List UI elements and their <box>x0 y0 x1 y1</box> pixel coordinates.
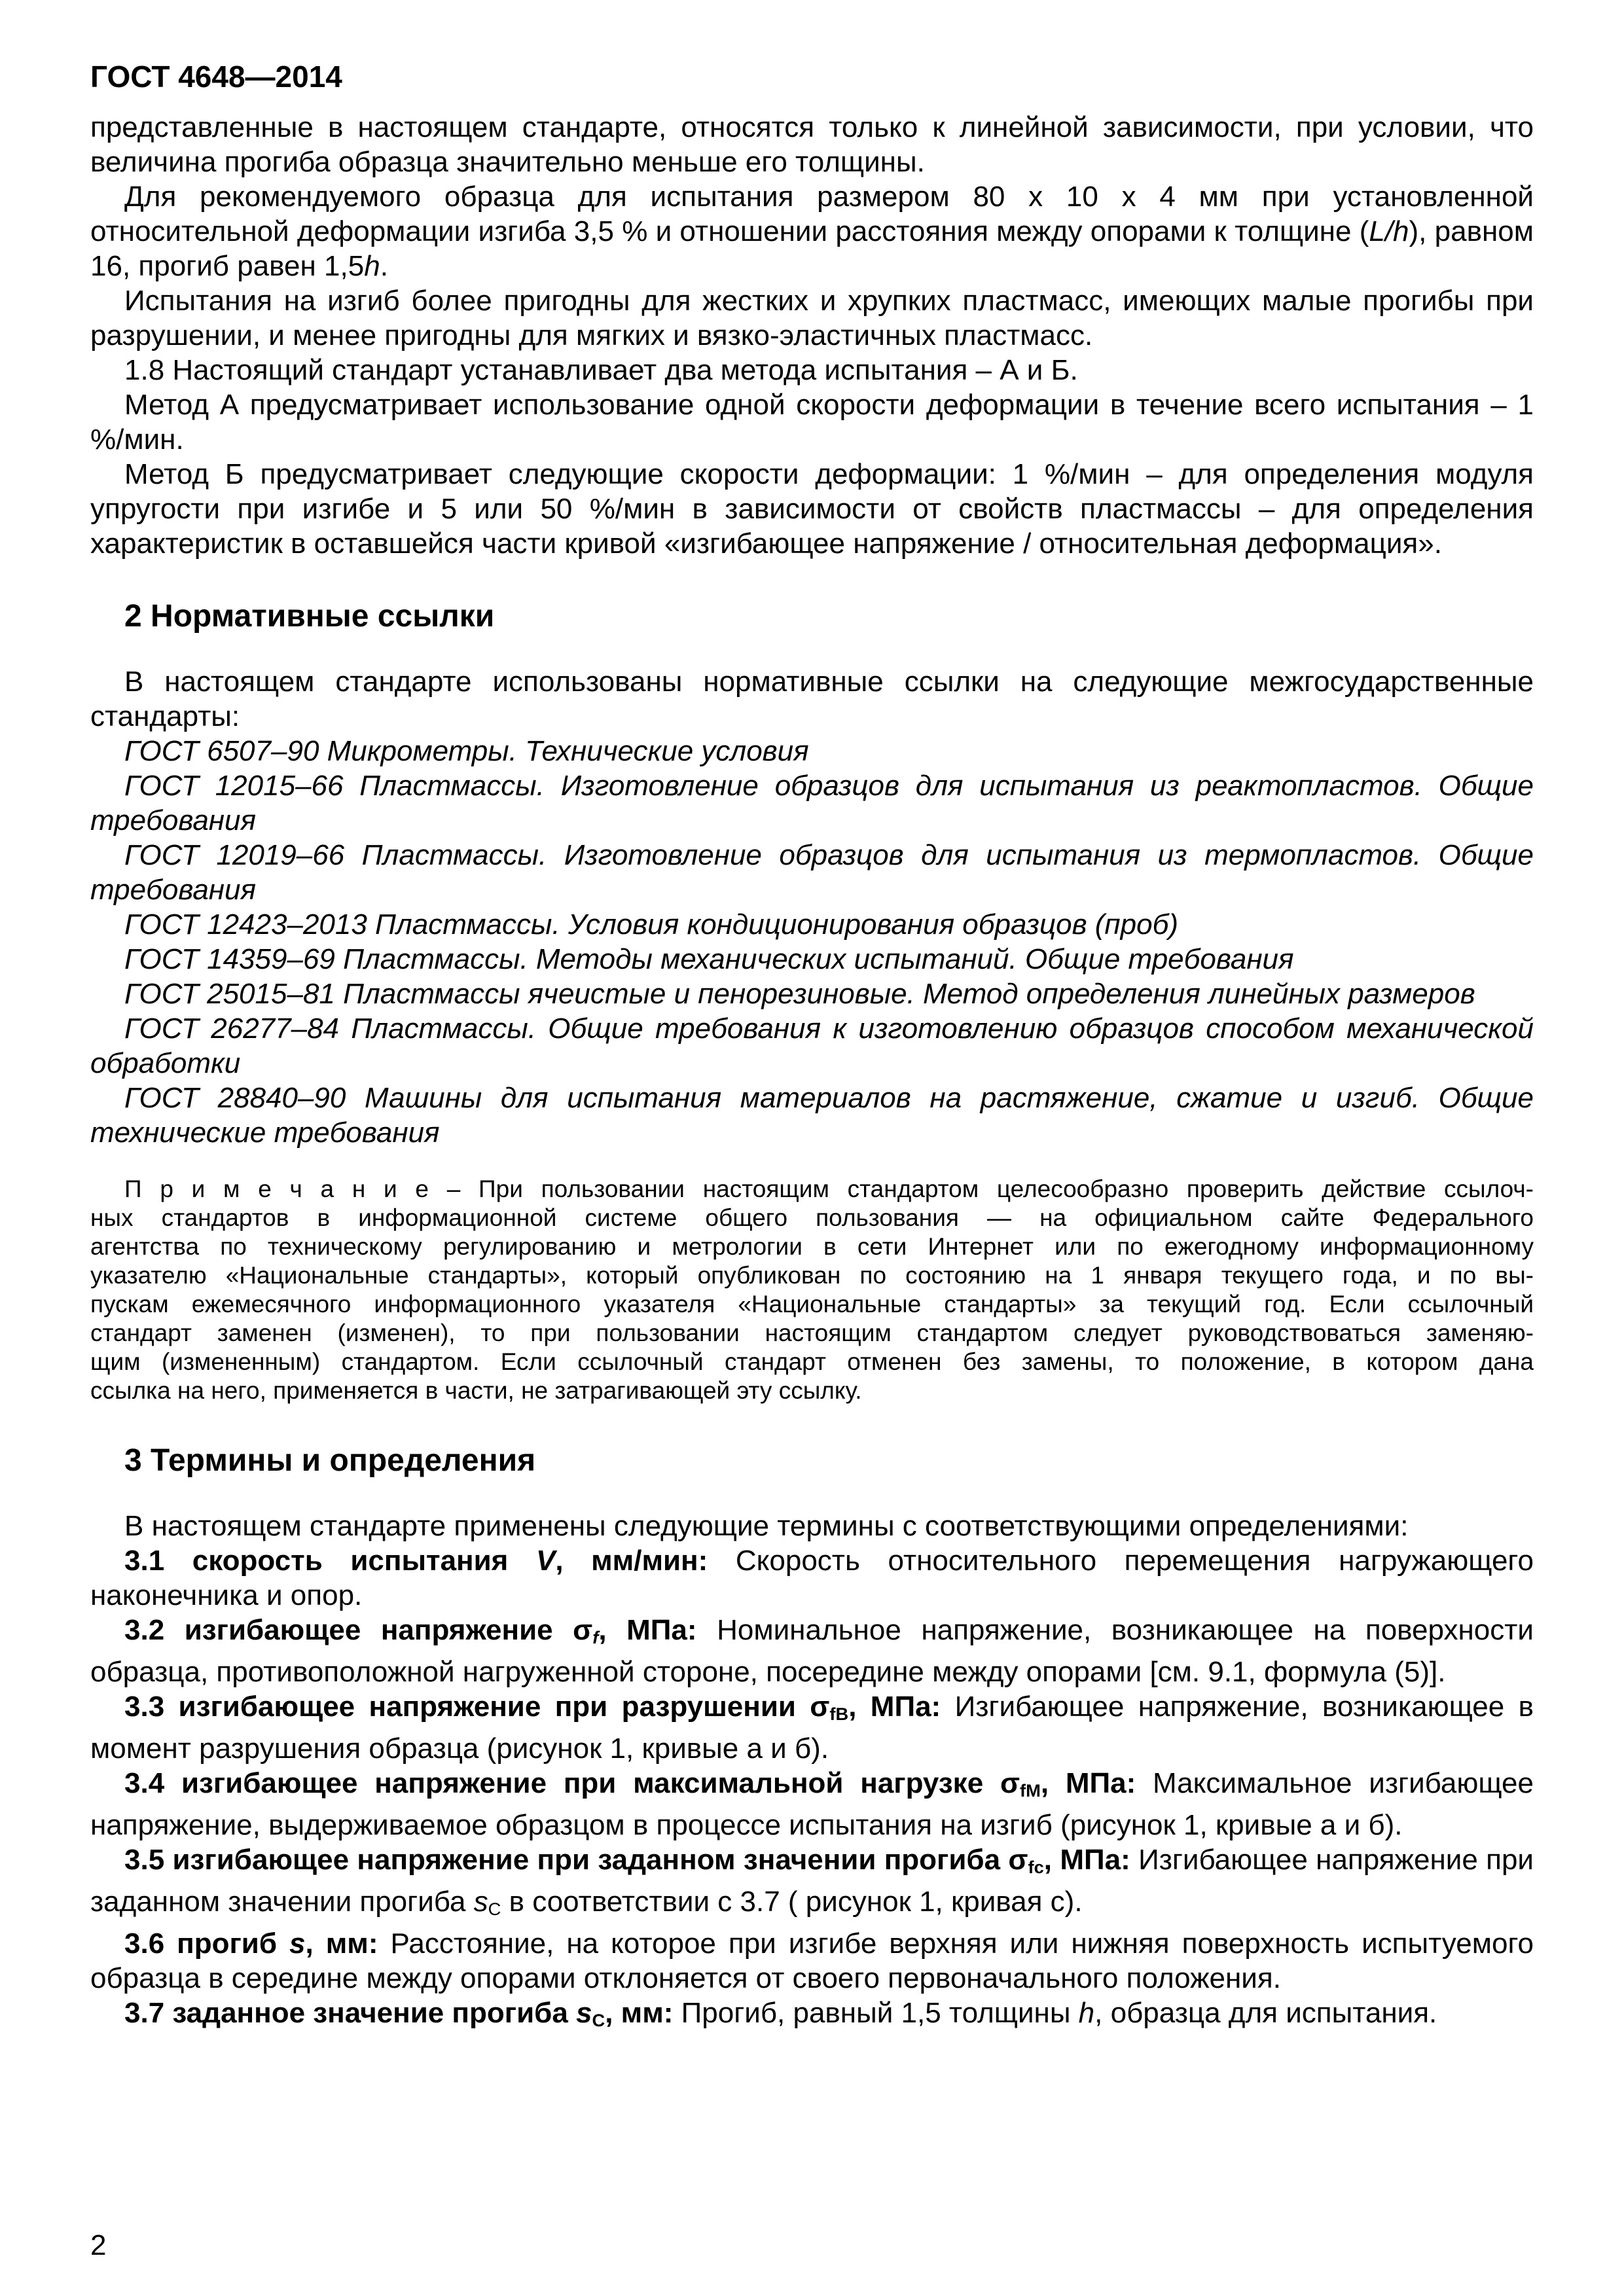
document-content <box>90 110 1534 2037</box>
paragraph: Для рекомендуемого образца для испытания размером 80 х 10 х 4 мм при установленной относительной деформации изгиба 3,5 % и отношении расстояния между опорами к толщине (L/h), равном 16, прогиб равен 1,5h. <box>90 181 1534 282</box>
section-3-heading: 3 Термины и определения <box>124 1443 536 1478</box>
section-2-lead: В настоящем стандарте использованы нормативные ссылки на следующие межгосударственные стандарты: <box>90 666 1534 732</box>
paragraph: 3.5 изгибающее напряжение при заданном значении прогиба $\sigma_{fc}$, МПа: Изгибающее напряжение при заданном значении прогиба $s_C$ в соответствии с 3.7 ( рисунок 1, кривая с). <box>90 1844 1534 1919</box>
note-line: ссылка на него, применяется в части, не затрагивающей эту ссылку. <box>90 1377 862 1404</box>
paragraph: 3.4 изгибающее напряжение при максимальной нагрузке $\sigma_{fM}$, МПа: Максимальное изгибающее напряжение, выдерживаемое образцом в процессе испытания на изгиб (рисунок 1, кривые а и б). <box>90 1767 1534 1841</box>
page-number: 2 <box>90 2229 107 2261</box>
standards-list <box>90 734 1534 1150</box>
standard-reference: ГОСТ 6507–90 Микрометры. Технические условия <box>124 735 809 767</box>
terms-list <box>90 1543 1534 2037</box>
paragraph: 3.1 скорость испытания V, мм/мин: Скорость относительного перемещения нагружающего наконечника и опор. <box>90 1545 1534 1611</box>
note-line: пускам ежемесячного информационного указателя «Национальные стандарты» за текущий год. Если ссылочный <box>90 1291 1534 1318</box>
paragraph: 3.7 заданное значение прогиба $s_C$, мм: Прогиб, равный 1,5 толщины h, образца для испытания. <box>124 1997 1437 2030</box>
note-block <box>90 1175 1534 1405</box>
paragraph: 3.3 изгибающее напряжение при разрушении $\sigma_{fB}$, МПа: Изгибающее напряжение, возникающее в момент разрушения образца (рисунок 1, кривые а и б). <box>90 1691 1534 1765</box>
note-line: агентства по техническому регулированию и метрологии в сети Интернет или по ежегодному информационному <box>90 1233 1534 1260</box>
paragraph: 1.8 Настоящий стандарт устанавливает два метода испытания – А и Б. <box>124 354 1078 386</box>
note-line: стандарт заменен (изменен), то при пользовании настоящим стандартом следует руководствоваться заменяю- <box>90 1319 1534 1346</box>
document-header: ГОСТ 4648—2014 <box>90 60 342 94</box>
intro-paragraphs <box>90 110 1534 561</box>
standard-reference: ГОСТ 26277–84 Пластмассы. Общие требования к изготовлению образцов способом механической обработки <box>90 1013 1534 1079</box>
standard-reference: ГОСТ 25015–81 Пластмассы ячеистые и пенорезиновые. Метод определения линейных размеров <box>124 978 1475 1010</box>
standard-reference: ГОСТ 12015–66 Пластмассы. Изготовление образцов для испытания из реактопластов. Общие требования <box>90 770 1534 836</box>
note-line: П р и м е ч а н и е – При пользовании настоящим стандартом целесообразно проверить действие ссылоч- <box>124 1175 1534 1202</box>
standard-reference: ГОСТ 12019–66 Пластмассы. Изготовление образцов для испытания из термопластов. Общие требования <box>90 839 1534 906</box>
note-line: указателю «Национальные стандарты», который опубликован по состоянию на 1 января текущего года, и по вы- <box>90 1262 1534 1289</box>
paragraph: Метод А предусматривает использование одной скорости деформации в течение всего испытания – 1 %/мин. <box>90 389 1534 456</box>
paragraph: 3.6 прогиб s, мм: Расстояние, на которое при изгибе верхняя или нижняя поверхность испытуемого образца в середине между опорами отклоняется от своего первоначального положения. <box>90 1928 1534 1994</box>
standard-reference: ГОСТ 12423–2013 Пластмассы. Условия кондиционирования образцов (проб) <box>124 908 1178 941</box>
paragraph: Испытания на изгиб более пригодны для жестких и хрупких пластмасс, имеющих малые прогибы при разрушении, и менее пригодны для мягких и вязко-эластичных пластмасс. <box>90 285 1534 351</box>
paragraph: Метод Б предусматривает следующие скорости деформации: 1 %/мин – для определения модуля упругости при изгибе и 5 или 50 %/мин в зависимости от свойств пластмассы – для определения характеристик в оставшейся части кривой «изгибающее напряжение / относительная деформация». <box>90 458 1534 560</box>
note-line: щим (измененным) стандартом. Если ссылочный стандарт отменен без замены, то положение, в котором дана <box>90 1348 1534 1375</box>
section-2-heading: 2 Нормативные ссылки <box>124 599 495 634</box>
standard-reference: ГОСТ 28840–90 Машины для испытания материалов на растяжение, сжатие и изгиб. Общие технические требования <box>90 1082 1534 1149</box>
paragraph: представленные в настоящем стандарте, относятся только к линейной зависимости, при условии, что величина прогиба образца значительно меньше его толщины. <box>90 111 1534 178</box>
paragraph: 3.2 изгибающее напряжение $\sigma_f$, МПа: Номинальное напряжение, возникающее на поверхности образца, противоположной нагруженной стороне, посередине между опорами [см. 9.1, формула (5)]. <box>90 1614 1534 1688</box>
section-3-lead: В настоящем стандарте применены следующие термины с соответствующими определениями: <box>124 1510 1409 1542</box>
note-line: ных стандартов в информационной системе общего пользования — на официальном сайте Федерального <box>90 1204 1534 1231</box>
standard-reference: ГОСТ 14359–69 Пластмассы. Методы механических испытаний. Общие требования <box>124 943 1294 975</box>
